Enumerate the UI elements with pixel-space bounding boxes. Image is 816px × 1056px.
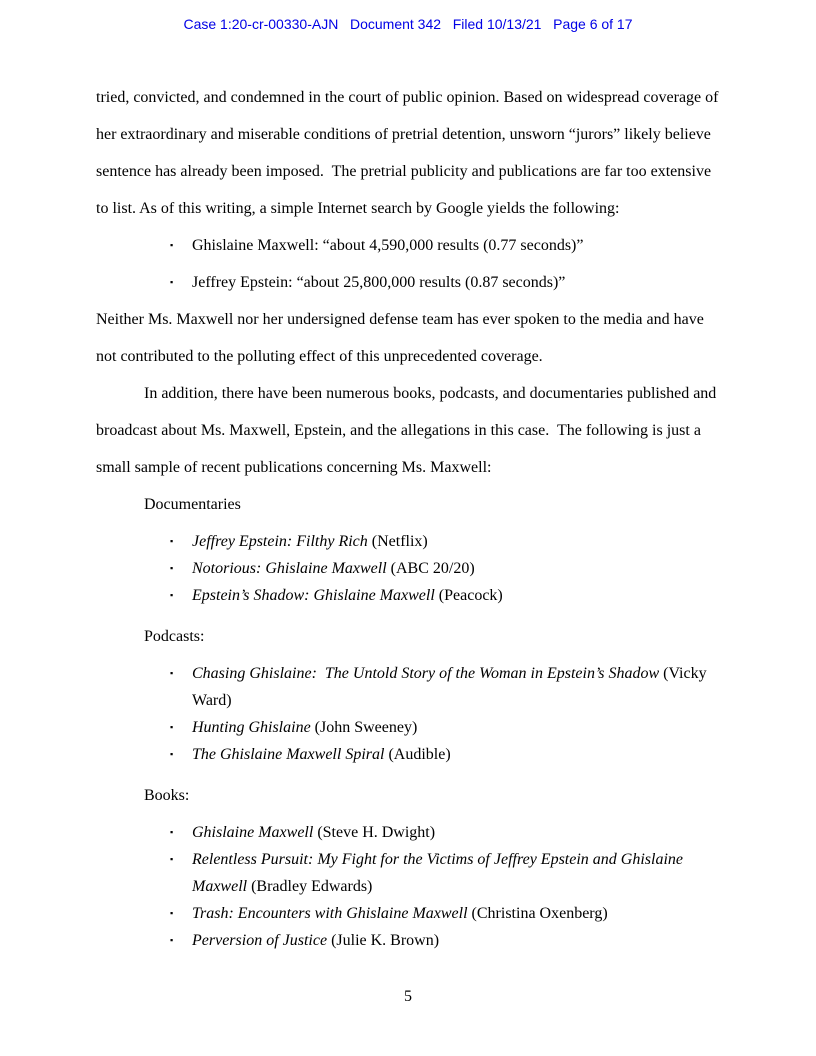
page-number: 5 <box>404 988 412 1005</box>
search-result-item <box>96 227 720 264</box>
publication-title: Ghislaine Maxwell <box>192 824 314 841</box>
publication-title: The Ghislaine Maxwell Spiral <box>192 746 385 763</box>
body-paragraph-1: tried, convicted, and condemned in the court of public opinion. Based on widespread coverage of her extraordinary and miserable conditions of pretrial detention, unsworn “jurors” likely believe sentence has already been imposed. The pretrial publicity and publications are far too extensive to list. As of this writing, a simple Internet search by Google yields the following: <box>96 89 723 217</box>
bullet-icon: ▪ <box>170 935 174 945</box>
publication-attribution: (Christina Oxenberg) <box>467 905 608 922</box>
publication-title: Epstein’s Shadow: Ghislaine Maxwell <box>192 587 435 604</box>
search-result-text: Jeffrey Epstein: “about 25,800,000 results (0.87 seconds)” <box>192 274 566 291</box>
section-label-documentaries: Documentaries <box>144 496 241 513</box>
publication-text <box>192 665 710 709</box>
publication-attribution: (Peacock) <box>434 587 503 604</box>
section-label-podcasts: Podcasts: <box>144 628 205 645</box>
publication-title: Relentless Pursuit: My Fight for the Victims of Jeffrey Epstein and Ghislaine Maxwell <box>192 851 688 895</box>
document-content <box>96 79 723 963</box>
publication-attribution: (John Sweeney) <box>310 719 418 736</box>
publication-item <box>96 846 720 900</box>
bullet-icon: ▪ <box>170 749 174 759</box>
bullet-icon: ▪ <box>170 668 174 678</box>
publication-item <box>96 927 720 954</box>
publication-item <box>96 714 720 741</box>
case-stamp <box>0 16 816 32</box>
publication-text <box>192 932 439 949</box>
publication-attribution: (Audible) <box>384 746 451 763</box>
podcasts-list <box>96 660 720 768</box>
publication-item <box>96 819 720 846</box>
bullet-icon: ▪ <box>170 277 174 287</box>
publication-item <box>96 660 720 714</box>
publication-attribution: (ABC 20/20) <box>386 560 475 577</box>
body-paragraph-3: In addition, there have been numerous books, podcasts, and documentaries published and broadcast about Ms. Maxwell, Epstein, and the allegations in this case. The following is just a small sample of recent publications concerning Ms. Maxwell: <box>96 385 721 476</box>
search-results-list <box>96 227 720 301</box>
publication-title: Perversion of Justice <box>192 932 328 949</box>
publication-text <box>192 746 451 763</box>
search-result-text: Ghislaine Maxwell: “about 4,590,000 results (0.77 seconds)” <box>192 237 584 254</box>
bullet-icon: ▪ <box>170 563 174 573</box>
bullet-icon: ▪ <box>170 590 174 600</box>
publication-title: Trash: Encounters with Ghislaine Maxwell <box>192 905 468 922</box>
page-footer <box>0 988 816 1006</box>
publication-text <box>192 905 608 922</box>
publication-attribution: (Vicky Ward) <box>192 665 711 709</box>
documentaries-list <box>96 528 720 609</box>
publication-item <box>96 528 720 555</box>
publication-attribution: (Netflix) <box>367 533 428 550</box>
bullet-icon: ▪ <box>170 240 174 250</box>
publication-text <box>192 587 503 604</box>
bullet-icon: ▪ <box>170 722 174 732</box>
bullet-icon: ▪ <box>170 854 174 864</box>
publication-title: Hunting Ghislaine <box>192 719 311 736</box>
case-stamp-text: Case 1:20-cr-00330-AJN Document 342 Filed 10/13/21 Page 6 of 17 <box>183 16 633 32</box>
publication-item <box>96 741 720 768</box>
publication-text <box>192 560 475 577</box>
books-list <box>96 819 720 954</box>
publication-item <box>96 582 720 609</box>
bullet-icon: ▪ <box>170 908 174 918</box>
publication-text <box>192 533 428 550</box>
publication-text <box>192 824 435 841</box>
publication-attribution: (Julie K. Brown) <box>327 932 440 949</box>
bullet-icon: ▪ <box>170 827 174 837</box>
search-result-item <box>96 264 720 301</box>
bullet-icon: ▪ <box>170 536 174 546</box>
publication-title: Jeffrey Epstein: Filthy Rich <box>192 533 368 550</box>
body-paragraph-2: Neither Ms. Maxwell nor her undersigned defense team has ever spoken to the media and have not contributed to the polluting effect of this unprecedented coverage. <box>96 311 708 365</box>
section-label-books: Books: <box>144 787 190 804</box>
publication-text <box>192 719 417 736</box>
publication-item <box>96 555 720 582</box>
publication-text <box>192 851 687 895</box>
publication-attribution: (Bradley Edwards) <box>247 878 373 895</box>
publication-title: Chasing Ghislaine: The Untold Story of the Woman in Epstein’s Shadow <box>192 665 660 682</box>
publication-attribution: (Steve H. Dwight) <box>313 824 436 841</box>
publication-item <box>96 900 720 927</box>
publication-title: Notorious: Ghislaine Maxwell <box>192 560 387 577</box>
